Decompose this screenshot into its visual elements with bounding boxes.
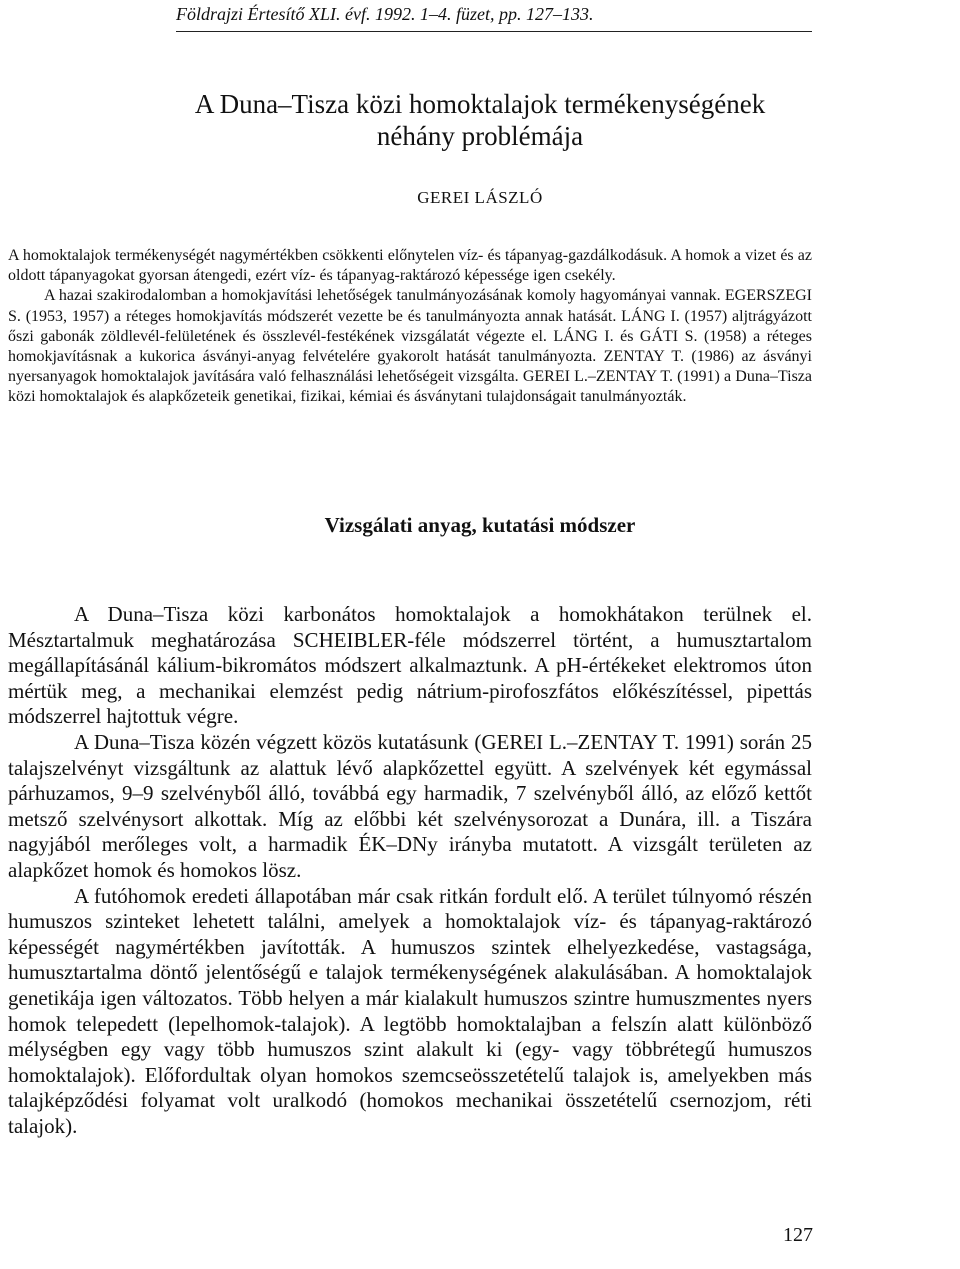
body-paragraph-2: A Duna–Tisza közén végzett közös kutatásunk (GEREI L.–ZENTAY T. 1991) során 25 talajszelvényt vizsgáltunk az alattuk lévő alapkőzettel együtt. A szelvények két egymással párhuzamos, 9–9 szelvényből álló, továbbá egy harmadik, 7 szelvényből álló, az előző kettőt metsző szelvénysort alkottak. Míg az előbbi két szelvénysorozat a Dunára, ill. a Tiszára nagyjából merőleges volt, a harmadik ÉK–DNy irányba mutatott. A vizsgált területen az alapkőzet homok és homokos lösz. — [8, 729, 812, 882]
section-heading: Vizsgálati anyag, kutatási módszer — [324, 513, 636, 537]
abstract-paragraph-2: A hazai szakirodalomban a homokjavítási lehetőségek tanulmányozásának komoly hagyományai vannak. EGERSZEGI S. (1953, 1957) a réteges homokjavítás módszerét vezette be és tanulmányozta annak hatását. LÁNG I. (1957) aljtrágyázott őszi gabonák zöldlevél-felületének és összlevél-festékének vizsgálatát végezte el. LÁNG I. és GÁTI S. (1958) a réteges homokjavításnak a kukorica ásványi-anyag felvételére gyakorolt hatását tanulmányozta. ZENTAY T. (1986) az ásványi nyersanyagok homoktalajok javítására való felhasználási lehetőségeit vizsgálta. GEREI L.–ZENTAY T. (1991) a Duna–Tisza közi homoktalajok és alapkőzeteik genetikai, fizikai, kémiai és ásványtani tulajdonságait tanulmányozták. — [8, 287, 812, 406]
author-name: GEREI LÁSZLÓ — [417, 188, 543, 207]
page-number: 127 — [783, 1224, 813, 1246]
body-paragraph-3: A futóhomok eredeti állapotában már csak ritkán fordult elő. A terület túlnyomó részén humuszos szinteket lehetett találni, amelyek a homoktalajok víz- és tápanyag-raktározó képességét nagymértékben javították. A humuszos szintek elhelyezkedése, vastagsága, humusztartalma döntő jelentőségű e talajok termékenységének alakulásában. A homoktalajok genetikája igen változatos. Több helyen a már kialakult humuszos szintre humuszmentes nyers homok telepedett (lepelhomok-talajok). A legtöbb homoktalajban a felszín alatt különböző mélységben egy vagy több humuszos szint alakult ki (egy- vagy többrétegű humuszos homoktalajok). Előfordultak olyan homokos szemcseösszetételű talajok is, amelyekben más talajképződési folyamat volt uralkodó (homokos mechanikai összetételű csernozjom, réti talajok). — [8, 883, 812, 1138]
abstract-paragraph-1: A homoktalajok termékenységét nagymértékben csökkenti előnytelen víz- és tápanyag-gazdálkodásuk. A homok a vizet és az oldott tápanyagokat gyorsan átengedi, ezért víz- és tápanyag-raktározó képessége igen csekély. — [8, 247, 812, 285]
journal-header: Földrajzi Értesítő XLI. évf. 1992. 1–4. füzet, pp. 127–133. — [176, 4, 594, 24]
header-rule — [176, 31, 812, 32]
article-title — [0, 88, 960, 152]
abstract — [8, 246, 812, 408]
title-line-2: néhány problémája — [376, 121, 584, 151]
body-text — [8, 602, 812, 1139]
body-paragraph-1: A Duna–Tisza közi karbonátos homoktalajok a homokhátakon terülnek el. Mésztartalmuk meghatározása SCHEIBLER-féle módszerrel történt, a humusztartalom megállapításánál kálium-bikromátos módszert alkalmaztunk. A pH-értékeket elektromos úton mértük meg, a mechanikai elemzést pedig nátrium-pirofoszfátos előkészítéssel, pipettás módszerrel hajtottuk végre. — [8, 602, 812, 729]
title-line-1: A Duna–Tisza közi homoktalajok termékenységének — [194, 89, 766, 119]
